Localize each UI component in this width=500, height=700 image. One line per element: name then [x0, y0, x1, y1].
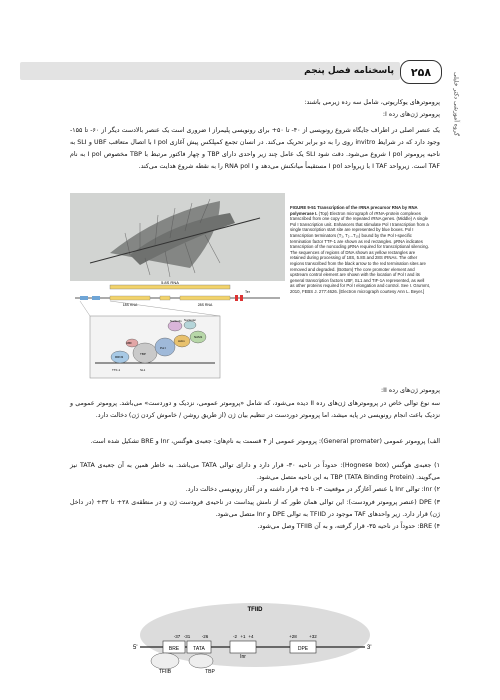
tata-box-label: TATA	[193, 646, 205, 652]
right-rna-label: 28S RNA	[197, 303, 213, 307]
caption-title: FIGURE 9-51	[290, 205, 317, 210]
position-label: +4	[248, 634, 254, 639]
list-item: ۲) Inr: توالی Inr یا عنصر آغازگر در موقعیت ۳- تا ۵+ قرار داشته و در آغاز رونویسی دخالت دارد.	[185, 486, 440, 493]
class-ii-heading: پروموتر ژن‌های رده II:	[381, 387, 440, 394]
tfiib-label: TFIIB	[158, 669, 172, 675]
position-label: +28	[289, 634, 297, 639]
position-label: -26	[201, 634, 209, 639]
list-item: ۱) جعبه‌ی هوگنس (Hognese box): حدوداً در ناحیه ۳۰- قرار دارد و دارای توالی TATA می‌باشد. به خاطر همین به آن جعبه‌ی TATA نیز می‌گویند. TBP (TATA Binding Protein) به این ناحیه متصل می‌شود.	[70, 462, 440, 481]
page-number: ۲۵۸	[400, 60, 442, 84]
box-label: Nucleolar	[184, 318, 196, 322]
box-label: SL1	[140, 368, 146, 372]
box-label: Pol I	[160, 346, 167, 350]
side-tab	[448, 72, 464, 232]
intro-line: پروموتر‌های یوکاریوتی، شامل سه رده زیرمی باشند:	[304, 99, 440, 106]
inr-label: Inr	[240, 654, 246, 660]
position-label: -2	[232, 634, 238, 639]
tbp-label: TBP	[205, 669, 215, 675]
figure-caption	[290, 205, 430, 295]
terminator-label: Ter	[245, 290, 250, 294]
box-label: RRN3	[115, 355, 124, 359]
class-i-paragraph: یک عنصر اصلی در اطراف جایگاه شروع رونویسی از ۴۰- تا ۵۰+ برای رونویسی پلیمراز I ضروری است یک عنصر بالادست دیگر از ۶۰- تا ۱۵۵- وجود دارد که در شرایط invitro روی را به دو برابر تحریک می‌کند. در انسان تجمع کمپلکس پیش آغازی I pol با اتصال متعاقب UBF و SLI به ناحیه پروموتر I pol شروع می‌شود. دقت شود SLI یک عامل چند زیر واحدی دارای TBP و چهار فاکتور مرتبط با TBP مخصوص I pol به نام TAF است. زیرواحد I TAF با زیرواحد I pol مستقیماً میانکنش می‌دهد و RNA pol I را به نقطه شروع هدایت می‌کند.	[70, 127, 441, 170]
left-rna-label: 18S RNA	[122, 303, 138, 307]
tfiid-label: TFIID	[247, 607, 263, 613]
list-item: ۴) BRE: حدوداً در ناحیه ۳۵- قرار گرفته، و به آن TFIIB وصل می‌شود.	[257, 523, 440, 530]
general-promoter-paragraph: الف) پروموتر عمومی (General promater): پروموتر عمومی از ۴ قسمت به نام‌های: جعبه‌ی هوگنس، Inr و BRE تشکیل شده است.	[90, 438, 440, 445]
caption-title-rest: Transcription of the rRNA precursor RNA by RNA polymerase I.	[290, 205, 418, 216]
caption-body: (Top) Electron micrograph of rRNA-protein complexes transcribed from one copy of the repeated rRNA genes. (Middle) A single Pol I transcription unit. Enhancers that stimulate Pol I transcription from a single transcription start site are represented by blue boxes. Pol I transcription terminators (T₁, T₂...T₁₀) bound by the Pol I-specific termination factor TTF-1 are shown as red rectangles. pRNA indicates transcription of the noncoding pRNA required for transcriptional silencing. The sequences of regions of DNA shown as yellow rectangles are retained during processing of 18S, 5.8S and 28S rRNAs. The other regions transcribed from the black arrow to the red termination sites are removed and degraded. (Bottom) The core promoter element and upstream control element are shown with the location of Pol I and its general transcription factors UBF, SL1 and TIF-1A represented, as well as other proteins required for Pol I elongation and control. See I. Grummt, 2010, FEBS J. 277:4626. [Electron micrograph courtesy Ann L. Beyer.]	[290, 210, 430, 294]
box-label: Actin	[178, 339, 185, 343]
transcription-unit-diagram	[70, 281, 285, 381]
box-label: UBF	[126, 341, 132, 345]
electron-micrograph	[70, 193, 285, 281]
class-ii-paragraph: سه نوع توالی خاص در پروموترهای ژن‌های رده II دیده می‌شود، که شامل «پروموتر عمومی، نزدیک و دوردست» می‌باشد. پروموتر عمومی و نزدیک باعث انجام رونویسی در پایه میشد، اما پروموتر دوردست در تنظیم بیان ژن (از طریق روشن / خاموش کردن ژن) دخالت دارد.	[70, 400, 440, 419]
three-prime-label: 3'	[367, 645, 372, 651]
intro-paragraph	[70, 97, 440, 121]
class-i-heading: پروموتر ژن‌های رده I:	[382, 111, 440, 118]
box-label: TBP	[140, 352, 146, 356]
chapter-title: پاسخنامه فصل پنجم	[304, 66, 394, 76]
position-label: +1	[240, 634, 246, 639]
position-label: -37	[173, 634, 181, 639]
position-label: +32	[309, 634, 317, 639]
figure-9-51	[70, 193, 285, 381]
box-label: Nucleolin	[170, 319, 182, 323]
core-promoter-diagram	[125, 595, 375, 685]
five-prime-label: 5'	[133, 645, 138, 651]
position-label: -31	[183, 634, 191, 639]
box-label: NAM1	[194, 335, 203, 339]
dpe-box-label: DPE	[297, 646, 309, 652]
book-side-title: گروه آموزشی دکتر خلیلی	[452, 72, 460, 136]
rrna-label: 5.8S RNA	[161, 281, 179, 285]
bre-box-label: BRE	[168, 646, 180, 652]
list-item: ۳) DPE (عنصر پروموتر فرودست): این توالی همان طور که از نامش پیداست در ناحیه‌ی فرودست ژن و در منطقه‌ی ۲۸+ تا ۳۲+ (در داخل ژن) قرار دارد. زیر واحدهای TAF موجود در TFIID به توالی DPE و Inr متصل می‌شود.	[70, 499, 440, 518]
chapter-header	[20, 62, 400, 80]
box-label: TTF-1	[112, 368, 121, 372]
